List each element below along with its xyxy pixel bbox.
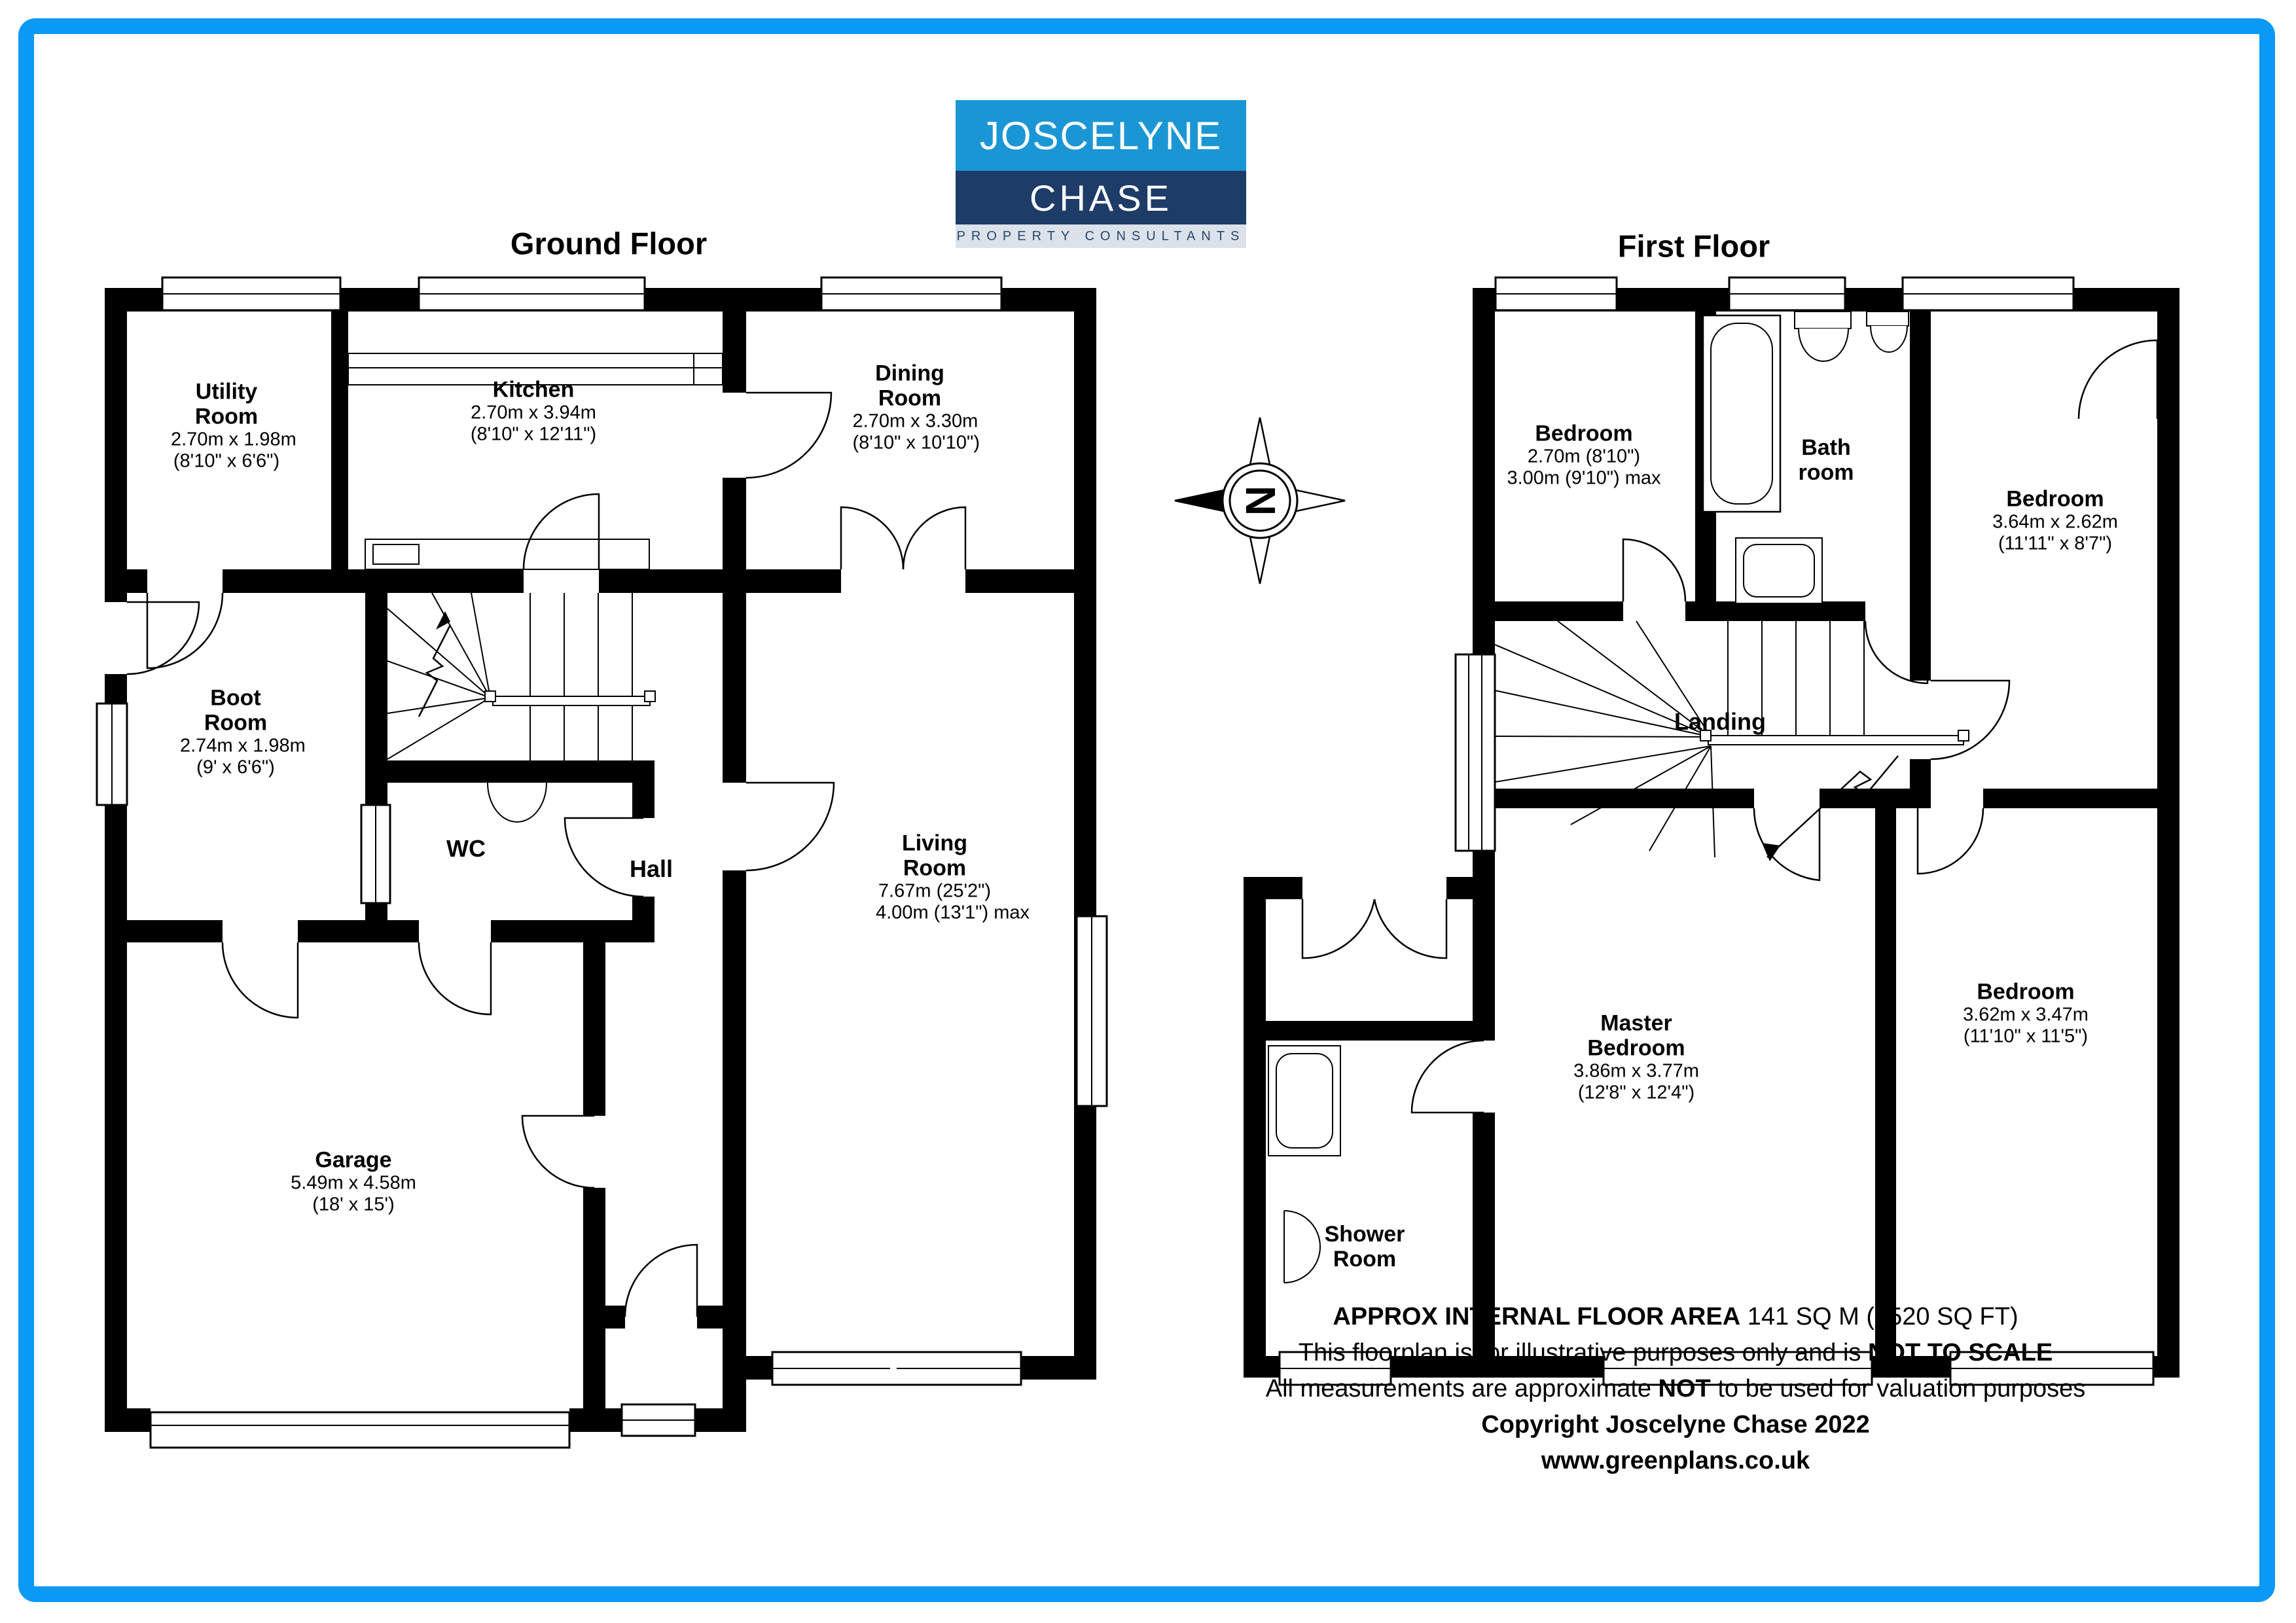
garage-door-icon: [151, 1412, 569, 1448]
room-label-landing: Landing: [1674, 707, 1766, 735]
footer-disclaimer: [1266, 1299, 2086, 1479]
room-label-master-bedroom: Master Bedroom 3.86m x 3.77m (12'8" x 12'4"): [1573, 1010, 1699, 1103]
logo-band-joscelyne: JOSCELYNE: [956, 100, 1246, 171]
room-label-wc: WC: [446, 834, 486, 862]
room-label-boot: Boot Room 2.74m x 1.98m (9' x 6'6"): [180, 685, 306, 778]
footer-line-measurements: All measurements are approximate NOT to be used for valuation purposes: [1265, 1375, 2086, 1402]
room-label-dining: Dining Room 2.70m x 3.30m (8'10" x 10'10"): [852, 361, 980, 454]
room-label-living: Living Room 7.67m (25'2") 4.00m (13'1") max: [876, 830, 1030, 923]
toilet-icon: [1795, 312, 1851, 329]
room-label-bedroom-top-left: Bedroom 2.70m (8'10") 3.00m (9'10") max: [1507, 421, 1661, 489]
first-floor-plan: [1244, 277, 2179, 1385]
compass-north-label: N: [1237, 485, 1284, 516]
room-label-kitchen: Kitchen 2.70m x 3.94m (8'10" x 12'11"): [470, 377, 597, 445]
basin-small-icon: [1867, 312, 1909, 326]
footer-line-website: www.greenplans.co.uk: [1541, 1447, 1810, 1474]
logo-band-tagline: PROPERTY CONSULTANTS: [956, 224, 1246, 248]
footer-line-floor-area: APPROX INTERNAL FLOOR AREA 141 SQ M (1520 SQ FT): [1333, 1303, 2018, 1330]
room-label-utility: Utility Room 2.70m x 1.98m (8'10" x 6'6"): [171, 379, 296, 472]
room-label-garage: Garage 5.49m x 4.58m (18' x 15'): [291, 1147, 416, 1215]
room-label-bathroom: Bath room: [1798, 435, 1854, 485]
room-label-bedroom-top-right: Bedroom 3.64m x 2.62m (11'11" x 8'7"): [1992, 486, 2118, 554]
first-floor-heading: First Floor: [1617, 228, 1770, 264]
logo-band-chase: CHASE: [956, 171, 1246, 224]
footer-line-not-to-scale: This floorplan is for illustrative purposes only and is NOT TO SCALE: [1298, 1339, 2053, 1366]
stairwell-window-icon: [1456, 654, 1495, 851]
footer-line-copyright: Copyright Joscelyne Chase 2022: [1481, 1411, 1870, 1438]
room-label-hall: Hall: [629, 855, 673, 882]
ground-floor-heading: Ground Floor: [510, 226, 708, 261]
room-label-bedroom-bottom-right: Bedroom 3.62m x 3.47m (11'10" x 11'5"): [1963, 979, 2089, 1047]
room-label-shower-room: Shower Room: [1324, 1221, 1405, 1272]
compass-icon: [1175, 418, 1345, 584]
boot-room-side-door-opening: [105, 602, 127, 674]
